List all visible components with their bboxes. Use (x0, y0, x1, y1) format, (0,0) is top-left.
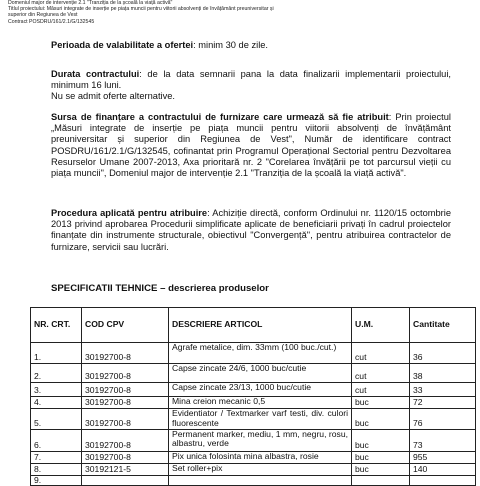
table-row (31, 463, 476, 475)
cell-nr: 9. (31, 475, 82, 486)
table-row (31, 475, 476, 486)
cell-nr: 4. (31, 397, 82, 409)
funding-source-text: : Prin proiectul „Măsuri integrate de inserție pe piața muncii pentru viitorii absolvenți de învățământ preuniversitar și superior din Regiunea de Vest", Număr de identificare contract POSDRU/161/2.1/G/132545, cofinantat prin Programul Operațional Sectorial pentru Dezvoltarea Resurselor Umane 2007-2013, Axa prioritară nr. 2 "Corelarea învățării pe tot parcursul vieții cu piața muncii", Domeniul major de intervenție 2.1 "Tranziția de la școală la viață activă". (51, 112, 451, 179)
cell-qty: 38 (410, 364, 476, 383)
table-row (31, 451, 476, 463)
header-line-1: Domeniul major de intervenție 2.1 "Tranziția de la școală la viață activă" (8, 0, 173, 6)
header-cantitate: Cantitate (410, 308, 476, 343)
cell-cod: 30192700-8 (82, 429, 169, 451)
cell-um: buc (352, 451, 410, 463)
table-row (31, 383, 476, 397)
cell-desc: Pix unica folosinta mina albastra, rosie (169, 451, 352, 463)
offer-validity-text: : minim 30 de zile. (193, 40, 269, 50)
cell-um: cut (352, 364, 410, 383)
header-nr-crt: NR. CRT. (31, 308, 82, 343)
cell-cod: 30192700-8 (82, 343, 169, 364)
cell-nr: 6. (31, 429, 82, 451)
table-row (31, 364, 476, 383)
cell-desc: Evidentiator / Textmarker varf testi, div. culori fluorescente (169, 409, 352, 430)
cell-desc (169, 475, 352, 486)
section-title: SPECIFICATII TEHNICE – descrierea produselor (51, 283, 269, 294)
procedure-paragraph (51, 208, 451, 253)
cell-um: cut (352, 383, 410, 397)
cell-cod: 30192700-8 (82, 409, 169, 430)
cell-nr: 7. (31, 451, 82, 463)
procedure-label: Procedura aplicată pentru atribuire (51, 208, 208, 218)
offer-validity-paragraph (51, 40, 451, 51)
cell-cod: 30192700-8 (82, 364, 169, 383)
funding-source-paragraph (51, 112, 451, 179)
table-row (31, 409, 476, 430)
cell-nr: 1. (31, 343, 82, 364)
cell-desc: Capse zincate 24/6, 1000 buc/cutie (169, 364, 352, 383)
cell-qty: 33 (410, 383, 476, 397)
cell-qty: 955 (410, 451, 476, 463)
specifications-table (30, 307, 476, 486)
procedure-text: : Achiziție directă, conform Ordinului nr. 1120/15 octombrie 2013 privind aprobarea Procedurii simplificate aplicate de beneficiarii privați în cadrul proiectelor finanțate din instrumente structurale, obiectivul "Convergență", pentru atribuirea contractelor de furnizare, servicii sau lucrări. (51, 208, 451, 252)
contract-duration-text: : de la data semnarii pana la data finalizarii implementarii proiectului, minimum 16 luni. (51, 69, 451, 91)
cell-desc: Agrafe metalice, dim. 33mm (100 buc./cut.) (169, 343, 352, 364)
cell-desc: Set roller+pix (169, 463, 352, 475)
cell-desc: Mina creion mecanic 0,5 (169, 397, 352, 409)
contract-duration-label: Durata contractului (51, 69, 140, 79)
cell-nr: 8. (31, 463, 82, 475)
cell-um: buc (352, 429, 410, 451)
header-line-3: superior din Regiunea de Vest (8, 12, 78, 19)
funding-source-label: Sursa de finanțare a contractului de furnizare care urmează să fie atribuit (51, 112, 389, 122)
cell-um: buc (352, 463, 410, 475)
table-row (31, 397, 476, 409)
cell-cod (82, 475, 169, 486)
table-row (31, 429, 476, 451)
cell-nr: 2. (31, 364, 82, 383)
cell-qty: 140 (410, 463, 476, 475)
cell-nr: 5. (31, 409, 82, 430)
cell-um (352, 475, 410, 486)
header-line-2: Titlul proiectului: Măsuri integrate de inserție pe piața muncii pentru viitorii absolvenți de învățământ preuniversitar și (8, 6, 274, 13)
offer-validity-label: Perioada de valabilitate a ofertei (51, 40, 194, 50)
cell-qty: 36 (410, 343, 476, 364)
cell-desc: Capse zincate 23/13, 1000 buc/cutie (169, 383, 352, 397)
cell-qty: 76 (410, 409, 476, 430)
cell-nr: 3. (31, 383, 82, 397)
cell-qty: 72 (410, 397, 476, 409)
cell-cod: 30192700-8 (82, 397, 169, 409)
cell-qty: 73 (410, 429, 476, 451)
cell-cod: 30192121-5 (82, 463, 169, 475)
document-header (8, 0, 448, 25)
header-cod-cpv: COD CPV (82, 308, 169, 343)
cell-um: buc (352, 409, 410, 430)
cell-cod: 30192700-8 (82, 451, 169, 463)
cell-desc: Permanent marker, mediu, 1 mm, negru, rosu, albastru, verde (169, 429, 352, 451)
cell-um: cut (352, 343, 410, 364)
table-row (31, 343, 476, 364)
cell-cod: 30192700-8 (82, 383, 169, 397)
cell-qty (410, 475, 476, 486)
header-line-4: Contract POSDRU/161/2.1/G/132545 (8, 18, 95, 25)
table-header-row (31, 308, 476, 343)
header-um: U.M. (352, 308, 410, 343)
cell-um: buc (352, 397, 410, 409)
header-descriere: DESCRIERE ARTICOL (169, 308, 352, 343)
no-alternatives-text: Nu se admit oferte alternative. (51, 91, 176, 102)
contract-duration-paragraph (51, 69, 451, 103)
